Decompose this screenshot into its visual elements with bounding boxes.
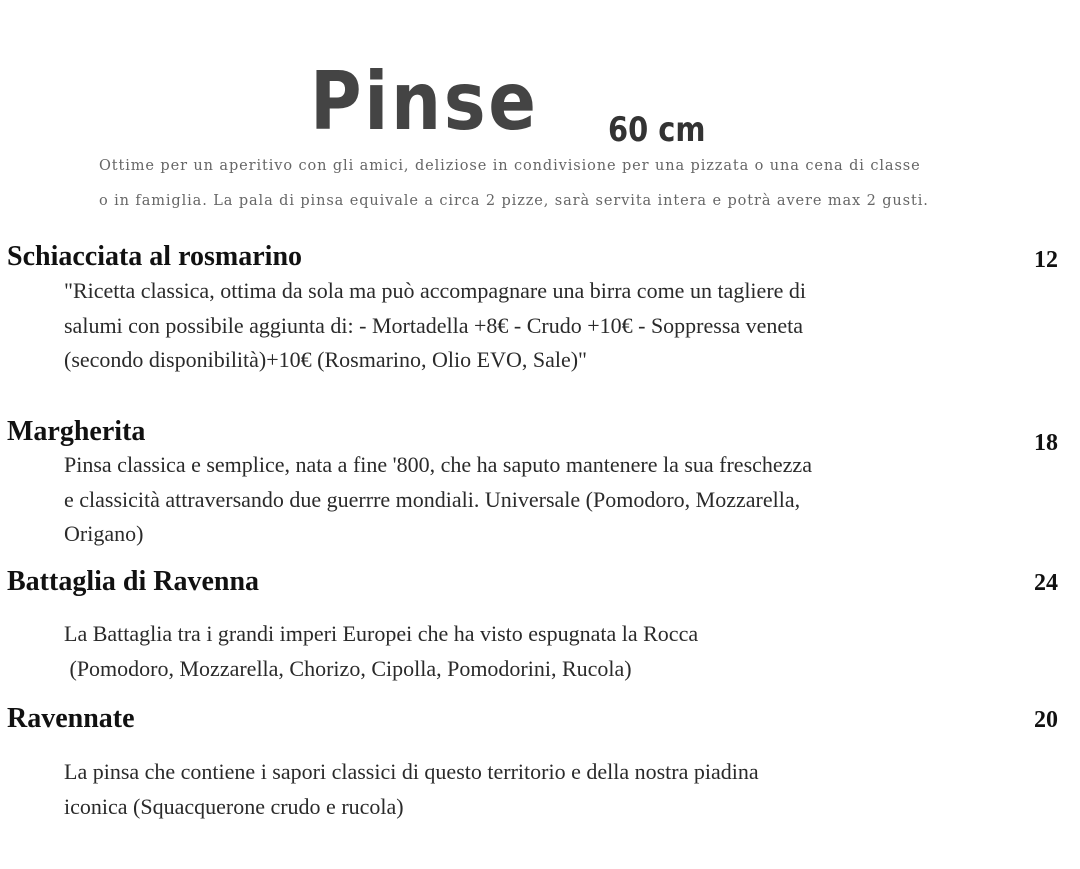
item-name-schiacciata: Schiacciata al rosmarino <box>7 241 303 272</box>
item-description-ravennate <box>64 755 759 824</box>
item-description-margherita <box>64 448 812 552</box>
description-line: iconica (Squacquerone crudo e rucola) <box>64 793 404 819</box>
description-line: (Pomodoro, Mozzarella, Chorizo, Cipolla, Pomodorini, Rucola) <box>64 655 632 681</box>
item-name-battaglia: Battaglia di Ravenna <box>7 566 260 597</box>
description-line: "Ricetta classica, ottima da sola ma può accompagnare una birra come un tagliere di <box>64 278 807 303</box>
menu-header <box>0 52 1080 152</box>
intro-text-line-2: o in famiglia. La pala di pinsa equivale a circa 2 pizze, sarà servita intera e potrà avere max 2 gusti. <box>99 193 929 209</box>
item-name-ravennate: Ravennate <box>7 703 135 734</box>
intro-text-line-1: Ottime per un aperitivo con gli amici, deliziose in condivisione per una pizzata o una cena di classe <box>99 158 921 174</box>
page-title: Pinse <box>310 55 539 148</box>
item-description-battaglia <box>64 617 698 686</box>
item-description-schiacciata <box>64 274 806 378</box>
item-name-margherita: Margherita <box>7 416 146 447</box>
description-line: Origano) <box>64 521 144 546</box>
item-price-schiacciata: 12 <box>1034 247 1058 273</box>
item-price-battaglia: 24 <box>1034 570 1058 596</box>
item-price-margherita: 18 <box>1034 430 1058 456</box>
item-price-ravennate: 20 <box>1034 707 1058 733</box>
description-line: La Battaglia tra i grandi imperi Europei che ha visto espugnata la Rocca <box>64 621 699 646</box>
description-line: e classicità attraversando due guerrre mondiali. Universale (Pomodoro, Mozzarella, <box>64 486 801 512</box>
description-line: La pinsa che contiene i sapori classici di questo territorio e della nostra piadina <box>64 759 759 784</box>
description-line: (secondo disponibilità)+10€ (Rosmarino, Olio EVO, Sale)" <box>64 347 588 372</box>
description-line: salumi con possibile aggiunta di: - Mortadella +8€ - Crudo +10€ - Soppressa veneta <box>64 312 804 338</box>
description-line: Pinsa classica e semplice, nata a fine '800, che ha saputo mantenere la sua freschezza <box>64 452 812 477</box>
pinsa-size-label: 60 cm <box>608 110 706 150</box>
